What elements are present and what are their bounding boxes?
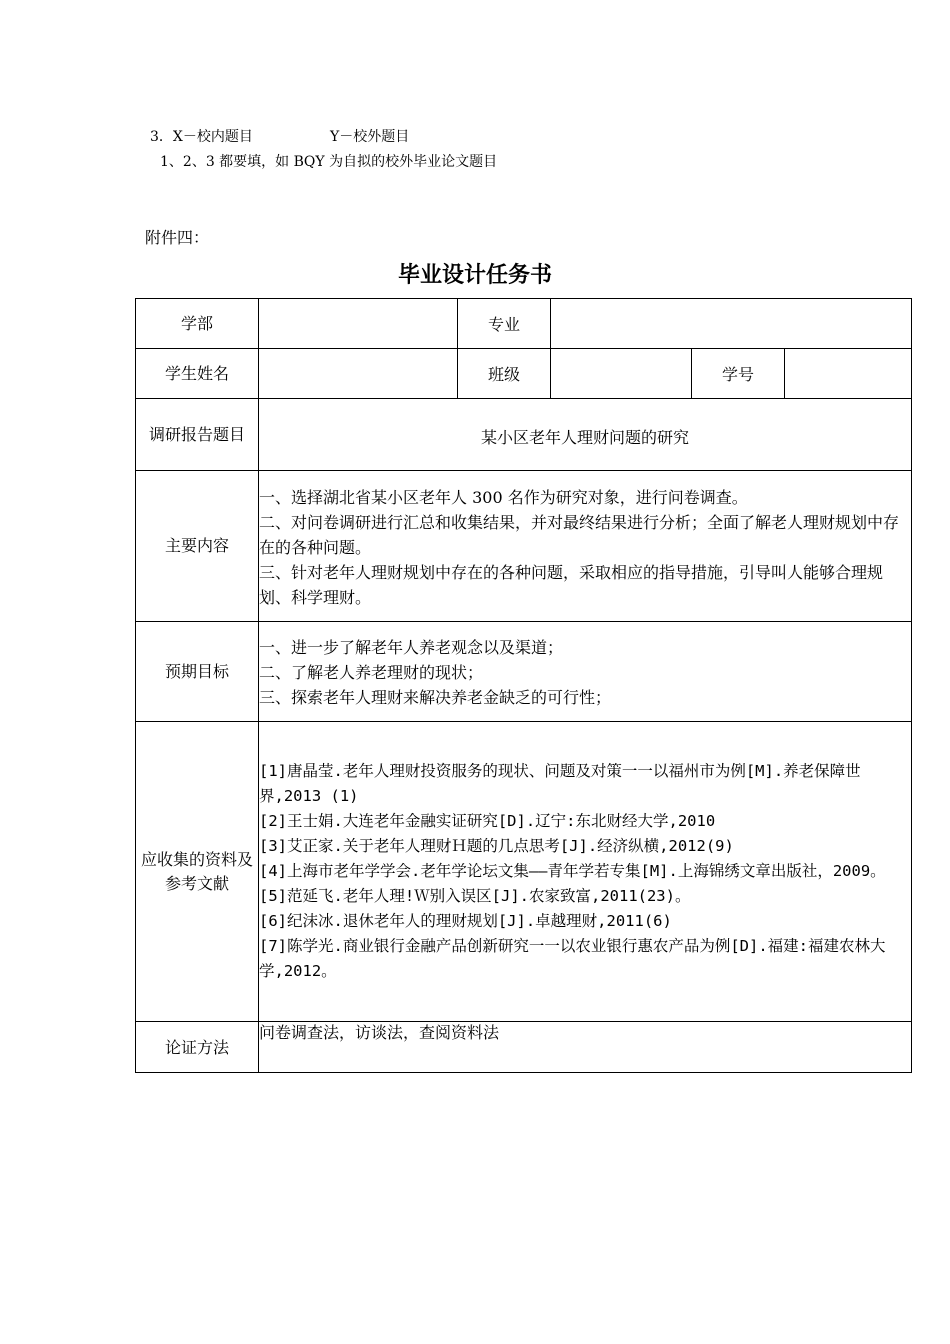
content-item: 一、选择湖北省某小区老年人 300 名作为研究对象，进行问卷调查。 <box>259 487 748 507</box>
reference-item: [7]陈学光.商业银行金融产品创新研究一一以农业银行惠农产品为例[D].福建:福建农林大学,2012。 <box>259 937 886 980</box>
content-item: 二、对问卷调研进行汇总和收集结果，并对最终结果进行分析；全面了解老人理财规划中存在的各种问题。 <box>259 512 900 557</box>
student-id-value <box>785 349 912 399</box>
goal-item: 一、进一步了解老年人养老观念以及渠道； <box>259 638 564 657</box>
reference-item: [6]纪沫冰.退休老年人的理财规划[J].卓越理财,2011(6) <box>259 912 672 930</box>
row-department <box>136 299 912 349</box>
content-item: 三、针对老年人理财规划中存在的各种问题，采取相应的指导措施，引导叫人能够合理规划、科学理财。 <box>259 562 884 607</box>
row-references <box>136 722 912 1022</box>
student-id-label: 学号 <box>692 349 785 399</box>
main-content-cell <box>259 471 912 622</box>
main-content-label: 主要内容 <box>136 471 259 622</box>
note-line-1a: 3．X－校内题目 <box>150 129 253 145</box>
goal-item: 二、了解老人养老理财的现状； <box>259 663 484 682</box>
student-name-value <box>259 349 458 399</box>
class-label: 班级 <box>458 349 551 399</box>
student-name-label: 学生姓名 <box>136 349 259 399</box>
row-topic <box>136 399 912 471</box>
topic-label: 调研报告题目 <box>136 399 259 471</box>
row-student <box>136 349 912 399</box>
class-value <box>551 349 692 399</box>
document-title: 毕业设计任务书 <box>397 263 552 288</box>
note-line-1b: Y－校外题目 <box>330 129 410 145</box>
department-value <box>259 299 458 349</box>
department-label: 学部 <box>136 299 259 349</box>
row-content <box>136 471 912 622</box>
expected-goals-label: 预期目标 <box>136 622 259 722</box>
task-table <box>135 298 912 1073</box>
reference-item: [1]唐晶莹.老年人理财投资服务的现状、问题及对策一一以福州市为例[M].养老保障世界,2013 (1) <box>259 762 861 805</box>
topic-value: 某小区老年人理财问题的研究 <box>259 399 912 471</box>
reference-item: [5]范延飞.老年人理!Ｗ别入误区[J].农家致富,2011(23)。 <box>259 887 691 905</box>
references-cell <box>259 722 912 1022</box>
reference-item: [3]艾正家.关于老年人理财Ｈ题的几点思考[J].经济纵横,2012(9) <box>259 837 734 855</box>
expected-goals-cell <box>259 622 912 722</box>
reference-item: [2]王士娟.大连老年金融实证研究[D].辽宁:东北财经大学,2010 <box>259 812 716 830</box>
goal-item: 三、探索老年人理财来解决养老金缺乏的可行性； <box>259 688 612 707</box>
attachment-label: 附件四： <box>145 228 210 247</box>
reference-item: [4]上海市老年学学会.老年学论坛文集——青年学若专集[M].上海锦绣文章出版社，2009。 <box>259 862 886 880</box>
method-value: 问卷调查法，访谈法，查阅资料法 <box>259 1022 912 1073</box>
method-label: 论证方法 <box>136 1022 259 1073</box>
row-goals <box>136 622 912 722</box>
references-label: 应收集的资料及参考文献 <box>136 722 259 1022</box>
major-label: 专业 <box>458 299 551 349</box>
note-line-2: 1、2、3 都要填，如 BQY 为自拟的校外毕业论文题目 <box>160 154 498 170</box>
major-value <box>551 299 912 349</box>
row-method <box>136 1022 912 1073</box>
